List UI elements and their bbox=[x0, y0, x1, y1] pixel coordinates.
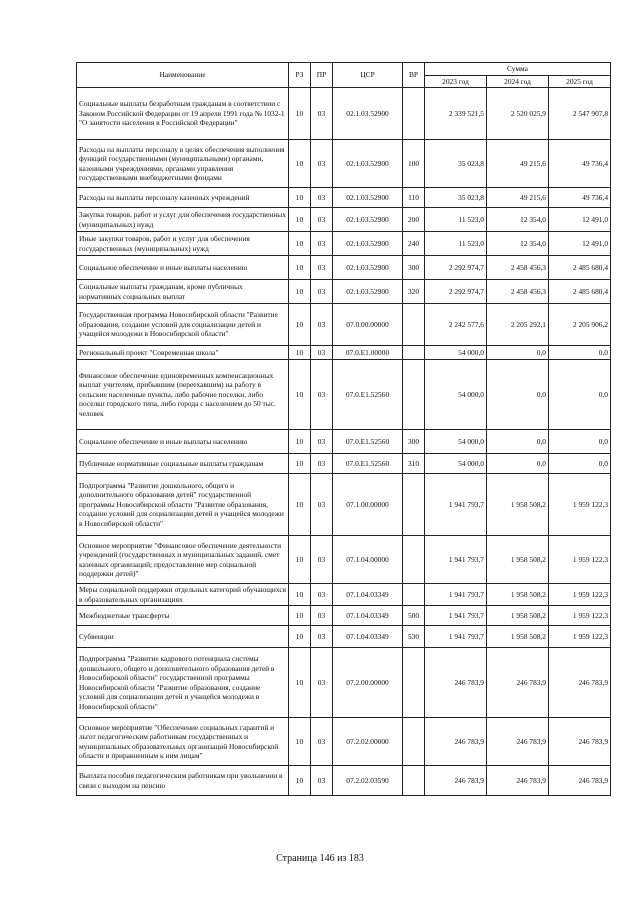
cell-csr: 02.1.03.52900 bbox=[333, 256, 403, 280]
cell-rz: 10 bbox=[289, 88, 311, 140]
cell-2023: 54 000,0 bbox=[425, 430, 487, 454]
cell-csr: 02.1.03.52900 bbox=[333, 140, 403, 188]
header-pr: ПР bbox=[311, 63, 333, 88]
cell-rz: 10 bbox=[289, 280, 311, 304]
cell-name: Подпрограмма "Развитие дошкольного, общего и дополнительного образования детей" государственной программы Новосибирской области "Развитие образования, создание условий для социализации детей и учащейся молодежи в Новосибирской области" bbox=[77, 474, 289, 536]
table-row bbox=[77, 280, 611, 304]
header-year-2025: 2025 год bbox=[549, 75, 611, 88]
cell-vr bbox=[403, 766, 425, 796]
cell-2025: 246 783,9 bbox=[549, 648, 611, 718]
cell-vr: 240 bbox=[403, 232, 425, 256]
table-row bbox=[77, 454, 611, 474]
cell-2025: 0,0 bbox=[549, 360, 611, 430]
cell-2024: 12 354,0 bbox=[487, 232, 549, 256]
cell-2023: 2 339 521,5 bbox=[425, 88, 487, 140]
cell-2025: 0,0 bbox=[549, 430, 611, 454]
cell-rz: 10 bbox=[289, 474, 311, 536]
cell-2023: 1 941 793,7 bbox=[425, 626, 487, 648]
cell-2023: 1 941 793,7 bbox=[425, 474, 487, 536]
cell-vr bbox=[403, 304, 425, 346]
cell-pr: 03 bbox=[311, 584, 333, 606]
cell-pr: 03 bbox=[311, 256, 333, 280]
cell-rz: 10 bbox=[289, 430, 311, 454]
cell-name: Социальные выплаты безработным гражданам в соответствии с Законом Российской Федерации от 19 апреля 1991 года № 1032-1 "О занятости населения в Российской Федерации" bbox=[77, 88, 289, 140]
cell-2024: 0,0 bbox=[487, 360, 549, 430]
cell-pr: 03 bbox=[311, 188, 333, 208]
cell-pr: 03 bbox=[311, 208, 333, 232]
cell-rz: 10 bbox=[289, 140, 311, 188]
cell-2025: 12 491,0 bbox=[549, 232, 611, 256]
cell-vr: 110 bbox=[403, 188, 425, 208]
cell-rz: 10 bbox=[289, 626, 311, 648]
cell-2024: 12 354,0 bbox=[487, 208, 549, 232]
cell-pr: 03 bbox=[311, 606, 333, 626]
cell-2025: 1 959 122,3 bbox=[549, 626, 611, 648]
header-year-2024: 2024 год bbox=[487, 75, 549, 88]
cell-2024: 2 520 025,9 bbox=[487, 88, 549, 140]
table-row bbox=[77, 208, 611, 232]
budget-table bbox=[76, 62, 611, 796]
header-vr: ВР bbox=[403, 63, 425, 88]
cell-name: Меры социальной поддержки отдельных категорий обучающихся в образовательных организациях bbox=[77, 584, 289, 606]
cell-2023: 2 242 577,6 bbox=[425, 304, 487, 346]
cell-2023: 11 523,0 bbox=[425, 208, 487, 232]
cell-2023: 246 783,9 bbox=[425, 648, 487, 718]
cell-2023: 246 783,9 bbox=[425, 766, 487, 796]
cell-vr bbox=[403, 536, 425, 584]
cell-csr: 02.1.03.52900 bbox=[333, 88, 403, 140]
cell-2023: 35 023,8 bbox=[425, 140, 487, 188]
table-body bbox=[77, 88, 611, 796]
table-row bbox=[77, 304, 611, 346]
cell-2023: 1 941 793,7 bbox=[425, 536, 487, 584]
cell-vr: 200 bbox=[403, 208, 425, 232]
cell-rz: 10 bbox=[289, 360, 311, 430]
cell-vr: 300 bbox=[403, 430, 425, 454]
cell-vr bbox=[403, 360, 425, 430]
cell-csr: 07.2.02.00000 bbox=[333, 718, 403, 766]
table-row bbox=[77, 430, 611, 454]
cell-pr: 03 bbox=[311, 474, 333, 536]
cell-2024: 1 958 508,2 bbox=[487, 626, 549, 648]
cell-rz: 10 bbox=[289, 346, 311, 360]
table-row bbox=[77, 536, 611, 584]
cell-name: Публичные нормативные социальные выплаты гражданам bbox=[77, 454, 289, 474]
cell-vr bbox=[403, 346, 425, 360]
cell-vr: 300 bbox=[403, 256, 425, 280]
cell-rz: 10 bbox=[289, 648, 311, 718]
cell-csr: 07.1.04.03349 bbox=[333, 606, 403, 626]
cell-2025: 1 959 122,3 bbox=[549, 536, 611, 584]
header-name: Наименование bbox=[77, 63, 289, 88]
header-csr: ЦСР bbox=[333, 63, 403, 88]
cell-2025: 2 205 906,2 bbox=[549, 304, 611, 346]
cell-2024: 1 958 508,2 bbox=[487, 536, 549, 584]
cell-vr bbox=[403, 584, 425, 606]
header-sum: Сумма bbox=[425, 63, 611, 76]
cell-csr: 07.0.E1.52560 bbox=[333, 454, 403, 474]
table-row bbox=[77, 766, 611, 796]
cell-2024: 246 783,9 bbox=[487, 766, 549, 796]
cell-csr: 07.0.00.00000 bbox=[333, 304, 403, 346]
cell-2025: 0,0 bbox=[549, 454, 611, 474]
cell-csr: 07.1.04.03349 bbox=[333, 584, 403, 606]
cell-rz: 10 bbox=[289, 256, 311, 280]
cell-2024: 246 783,9 bbox=[487, 648, 549, 718]
cell-name: Социальные выплаты гражданам, кроме публичных нормативных социальных выплат bbox=[77, 280, 289, 304]
cell-2025: 2 485 680,4 bbox=[549, 256, 611, 280]
table-row bbox=[77, 346, 611, 360]
cell-rz: 10 bbox=[289, 208, 311, 232]
cell-name: Субвенции bbox=[77, 626, 289, 648]
cell-2023: 1 941 793,7 bbox=[425, 584, 487, 606]
cell-csr: 07.2.02.03590 bbox=[333, 766, 403, 796]
cell-2024: 246 783,9 bbox=[487, 718, 549, 766]
cell-2024: 0,0 bbox=[487, 454, 549, 474]
cell-rz: 10 bbox=[289, 232, 311, 256]
table-row bbox=[77, 718, 611, 766]
cell-2025: 2 547 907,8 bbox=[549, 88, 611, 140]
cell-csr: 07.0.E1.52560 bbox=[333, 430, 403, 454]
cell-2023: 35 023,8 bbox=[425, 188, 487, 208]
cell-2025: 1 959 122,3 bbox=[549, 584, 611, 606]
cell-rz: 10 bbox=[289, 766, 311, 796]
table-row bbox=[77, 626, 611, 648]
cell-rz: 10 bbox=[289, 188, 311, 208]
table-row bbox=[77, 88, 611, 140]
cell-name: Межбюджетные трансферты bbox=[77, 606, 289, 626]
cell-rz: 10 bbox=[289, 454, 311, 474]
cell-2023: 2 292 974,7 bbox=[425, 256, 487, 280]
cell-name: Расходы на выплаты персоналу в целях обеспечения выполнения функций государственными (муниципальными) органами, казенными учреждениями, органами управления государственными внебюджетными фондами bbox=[77, 140, 289, 188]
cell-csr: 07.1.00.00000 bbox=[333, 474, 403, 536]
cell-pr: 03 bbox=[311, 430, 333, 454]
cell-name: Региональный проект "Современная школа" bbox=[77, 346, 289, 360]
cell-vr: 530 bbox=[403, 626, 425, 648]
cell-pr: 03 bbox=[311, 346, 333, 360]
table-row bbox=[77, 584, 611, 606]
cell-2025: 246 783,9 bbox=[549, 718, 611, 766]
table-row bbox=[77, 606, 611, 626]
cell-2023: 11 523,0 bbox=[425, 232, 487, 256]
cell-csr: 07.0.E1.00000 bbox=[333, 346, 403, 360]
table-row bbox=[77, 232, 611, 256]
cell-csr: 02.1.03.52900 bbox=[333, 280, 403, 304]
cell-2024: 1 958 508,2 bbox=[487, 606, 549, 626]
cell-csr: 07.1.04.03349 bbox=[333, 626, 403, 648]
cell-2024: 0,0 bbox=[487, 346, 549, 360]
cell-2024: 2 458 456,3 bbox=[487, 280, 549, 304]
cell-pr: 03 bbox=[311, 140, 333, 188]
cell-pr: 03 bbox=[311, 232, 333, 256]
cell-rz: 10 bbox=[289, 536, 311, 584]
cell-2025: 2 485 680,4 bbox=[549, 280, 611, 304]
cell-2023: 54 000,0 bbox=[425, 346, 487, 360]
cell-vr bbox=[403, 88, 425, 140]
cell-csr: 07.0.E1.52560 bbox=[333, 360, 403, 430]
table-row bbox=[77, 474, 611, 536]
cell-pr: 03 bbox=[311, 648, 333, 718]
cell-pr: 03 bbox=[311, 88, 333, 140]
cell-2023: 54 000,0 bbox=[425, 360, 487, 430]
cell-pr: 03 bbox=[311, 280, 333, 304]
cell-csr: 07.2.00.00000 bbox=[333, 648, 403, 718]
page-number: Страница 146 из 183 bbox=[276, 853, 364, 864]
cell-name: Финансовое обеспечение единовременных компенсационных выплат учителям, прибывшим (переехавшим) на работу в сельские населенные пункты, либо рабочие поселки, либо поселки городского типа, либо города с населением до 50 тыс. человек bbox=[77, 360, 289, 430]
cell-vr: 310 bbox=[403, 454, 425, 474]
cell-2024: 49 215,6 bbox=[487, 188, 549, 208]
cell-rz: 10 bbox=[289, 304, 311, 346]
cell-rz: 10 bbox=[289, 606, 311, 626]
cell-pr: 03 bbox=[311, 626, 333, 648]
cell-name: Социальное обеспечение и иные выплаты населению bbox=[77, 256, 289, 280]
cell-pr: 03 bbox=[311, 536, 333, 584]
cell-name: Подпрограмма "Развитие кадрового потенциала системы дошкольного, общего и дополнительного образования детей в Новосибирской области" государственной программы Новосибирской области "Развитие образования, создание условий для социализации детей и учащейся молодежи в Новосибирской области" bbox=[77, 648, 289, 718]
cell-2025: 0,0 bbox=[549, 346, 611, 360]
cell-vr bbox=[403, 474, 425, 536]
cell-vr: 320 bbox=[403, 280, 425, 304]
cell-2023: 54 000,0 bbox=[425, 454, 487, 474]
cell-name: Расходы на выплаты персоналу казенных учреждений bbox=[77, 188, 289, 208]
table-row bbox=[77, 256, 611, 280]
cell-pr: 03 bbox=[311, 360, 333, 430]
cell-pr: 03 bbox=[311, 718, 333, 766]
cell-csr: 07.1.04.00000 bbox=[333, 536, 403, 584]
cell-pr: 03 bbox=[311, 304, 333, 346]
cell-name: Закупка товаров, работ и услуг для обеспечения государственных (муниципальных) нужд bbox=[77, 208, 289, 232]
cell-vr bbox=[403, 648, 425, 718]
header-rz: РЗ bbox=[289, 63, 311, 88]
cell-csr: 02.1.03.52900 bbox=[333, 208, 403, 232]
cell-2025: 12 491,0 bbox=[549, 208, 611, 232]
cell-2023: 2 292 974,7 bbox=[425, 280, 487, 304]
cell-csr: 02.1.03.52900 bbox=[333, 232, 403, 256]
table-row bbox=[77, 360, 611, 430]
cell-pr: 03 bbox=[311, 454, 333, 474]
cell-vr: 100 bbox=[403, 140, 425, 188]
cell-2025: 49 736,4 bbox=[549, 140, 611, 188]
cell-2023: 1 941 793,7 bbox=[425, 606, 487, 626]
cell-name: Государственная программа Новосибирской области "Развитие образования, создание условий для социализации детей и учащейся молодежи в Новосибирской области" bbox=[77, 304, 289, 346]
cell-2024: 0,0 bbox=[487, 430, 549, 454]
cell-csr: 02.1.03.52900 bbox=[333, 188, 403, 208]
header-year-2023: 2023 год bbox=[425, 75, 487, 88]
cell-2024: 2 458 456,3 bbox=[487, 256, 549, 280]
table-row bbox=[77, 140, 611, 188]
cell-2024: 1 958 508,2 bbox=[487, 584, 549, 606]
cell-2024: 2 205 292,1 bbox=[487, 304, 549, 346]
cell-rz: 10 bbox=[289, 718, 311, 766]
cell-vr bbox=[403, 718, 425, 766]
cell-name: Социальное обеспечение и иные выплаты населению bbox=[77, 430, 289, 454]
cell-name: Основное мероприятие "Обеспечение социальных гарантий и льгот педагогическим работникам государственных и муниципальных образовательных организаций Новосибирской области и приравненным к ним лицам" bbox=[77, 718, 289, 766]
table-row bbox=[77, 188, 611, 208]
table-row bbox=[77, 648, 611, 718]
cell-2025: 246 783,9 bbox=[549, 766, 611, 796]
cell-name: Основное мероприятие "Финансовое обеспечение деятельности учреждений (государственных и муниципальных заданий, смет казенных организаций; предоставление мер социальной поддержки детей)" bbox=[77, 536, 289, 584]
cell-pr: 03 bbox=[311, 766, 333, 796]
cell-name: Иные закупки товаров, работ и услуг для обеспечения государственных (муниципальных) нужд bbox=[77, 232, 289, 256]
cell-vr: 500 bbox=[403, 606, 425, 626]
cell-2023: 246 783,9 bbox=[425, 718, 487, 766]
cell-2024: 1 958 508,2 bbox=[487, 474, 549, 536]
cell-2025: 1 959 122,3 bbox=[549, 606, 611, 626]
cell-name: Выплата пособия педагогическим работникам при увольнении в связи с выходом на пенсию bbox=[77, 766, 289, 796]
cell-2024: 49 215,6 bbox=[487, 140, 549, 188]
cell-2025: 49 736,4 bbox=[549, 188, 611, 208]
cell-2025: 1 959 122,3 bbox=[549, 474, 611, 536]
cell-rz: 10 bbox=[289, 584, 311, 606]
